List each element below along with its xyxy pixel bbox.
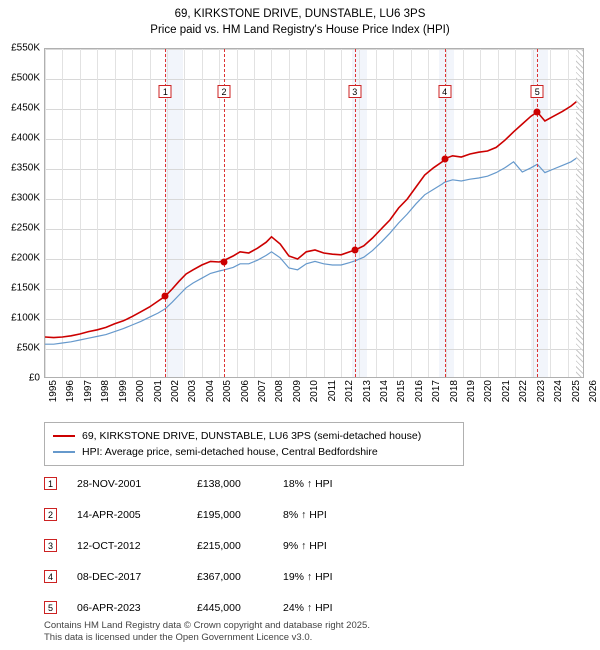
- x-tick-label: 2017: [431, 380, 443, 403]
- chart-legend: [44, 422, 464, 466]
- table-row: [44, 468, 574, 499]
- row-date: 28-NOV-2001: [77, 477, 142, 490]
- x-tick-label: 2011: [326, 380, 338, 402]
- row-date: 08-DEC-2017: [77, 570, 142, 583]
- y-tick-label: £350K: [11, 162, 40, 174]
- x-tick-label: 1996: [65, 380, 77, 403]
- row-hpi-delta: 8% ↑ HPI: [283, 508, 327, 521]
- row-price: £215,000: [197, 539, 241, 552]
- x-tick-label: 2013: [361, 380, 373, 403]
- y-tick-label: £500K: [11, 72, 40, 84]
- x-tick-label: 2022: [518, 380, 530, 403]
- x-tick-label: 2016: [413, 380, 425, 403]
- y-tick-label: £250K: [11, 222, 40, 234]
- row-hpi-delta: 9% ↑ HPI: [283, 539, 327, 552]
- legend-label-property: 69, KIRKSTONE DRIVE, DUNSTABLE, LU6 3PS (semi-detached house): [82, 430, 422, 442]
- event-marker-badge[interactable]: 1: [159, 85, 172, 98]
- x-axis-labels: [44, 380, 599, 424]
- series-svg: [45, 49, 584, 378]
- y-tick-label: £450K: [11, 102, 40, 114]
- row-date: 12-OCT-2012: [77, 539, 141, 552]
- y-tick-label: £550K: [11, 42, 40, 54]
- row-index-badge: 5: [44, 601, 57, 614]
- x-tick-label: 2006: [239, 380, 251, 403]
- y-tick-label: £0: [28, 372, 40, 384]
- legend-swatch-property: [53, 435, 75, 437]
- x-tick-label: 2019: [466, 380, 478, 403]
- x-tick-label: 2010: [309, 380, 321, 403]
- x-tick-label: 2004: [204, 380, 216, 403]
- sale-point-marker[interactable]: [441, 155, 448, 162]
- x-tick-label: 1995: [48, 380, 59, 403]
- table-row: [44, 592, 574, 623]
- footer-attribution: [44, 620, 584, 644]
- event-marker-badge[interactable]: 4: [438, 85, 451, 98]
- y-tick-label: £300K: [11, 192, 40, 204]
- x-tick-label: 2020: [483, 380, 495, 403]
- legend-swatch-hpi: [53, 451, 75, 453]
- row-date: 06-APR-2023: [77, 601, 141, 614]
- title-main: 69, KIRKSTONE DRIVE, DUNSTABLE, LU6 3PS: [174, 8, 426, 20]
- table-row: [44, 530, 574, 561]
- event-marker-badge[interactable]: 5: [531, 85, 544, 98]
- legend-item-hpi: [53, 444, 455, 460]
- row-price: £445,000: [197, 601, 241, 614]
- x-tick-label: 2015: [396, 380, 408, 403]
- row-price: £138,000: [197, 477, 241, 490]
- x-tick-label: 2021: [500, 380, 512, 403]
- row-hpi-delta: 18% ↑ HPI: [283, 477, 333, 490]
- x-tick-label: 2008: [274, 380, 286, 403]
- series-line-property: [45, 102, 576, 338]
- x-tick-label: 2025: [570, 380, 582, 403]
- row-hpi-delta: 19% ↑ HPI: [283, 570, 333, 583]
- x-tick-label: 2000: [135, 380, 147, 403]
- x-tick-label: 2012: [344, 380, 356, 403]
- y-tick-label: £200K: [11, 252, 40, 264]
- row-index-badge: 1: [44, 477, 57, 490]
- legend-item-property: [53, 428, 455, 444]
- row-index-badge: 2: [44, 508, 57, 521]
- x-tick-label: 2007: [257, 380, 269, 403]
- x-tick-label: 2005: [222, 380, 234, 403]
- y-axis-labels: [0, 42, 40, 384]
- page-title: [0, 0, 600, 38]
- x-tick-label: 1998: [100, 380, 112, 403]
- chart-area: [0, 40, 600, 403]
- sale-point-marker[interactable]: [534, 109, 541, 116]
- footer-line-1: Contains HM Land Registry data © Crown copyright and database right 2025.: [44, 620, 370, 631]
- row-price: £195,000: [197, 508, 241, 521]
- row-price: £367,000: [197, 570, 241, 583]
- x-tick-label: 2009: [291, 380, 303, 403]
- row-index-badge: 4: [44, 570, 57, 583]
- row-hpi-delta: 24% ↑ HPI: [283, 601, 333, 614]
- x-tick-label: 2026: [588, 380, 599, 403]
- x-tick-label: 2003: [187, 380, 199, 403]
- legend-label-hpi: HPI: Average price, semi-detached house, Central Bedfordshire: [82, 446, 378, 458]
- y-tick-label: £50K: [16, 342, 40, 354]
- y-tick-label: £400K: [11, 132, 40, 144]
- y-tick-label: £150K: [11, 282, 40, 294]
- event-marker-badge[interactable]: 2: [218, 85, 231, 98]
- footer-line-2: This data is licensed under the Open Government Licence v3.0.: [44, 632, 313, 643]
- row-index-badge: 3: [44, 539, 57, 552]
- plot-region: [44, 48, 584, 378]
- x-tick-label: 2002: [169, 380, 181, 403]
- table-row: [44, 499, 574, 530]
- transactions-table: [44, 468, 574, 623]
- sale-point-marker[interactable]: [162, 293, 169, 300]
- x-tick-label: 1997: [82, 380, 94, 403]
- x-tick-label: 2024: [553, 380, 565, 403]
- y-tick-label: £100K: [11, 312, 40, 324]
- sale-point-marker[interactable]: [221, 259, 228, 266]
- x-tick-label: 2014: [378, 380, 390, 403]
- x-tick-label: 2018: [448, 380, 460, 403]
- x-tick-label: 2023: [535, 380, 547, 403]
- x-tick-label: 1999: [117, 380, 129, 403]
- sale-point-marker[interactable]: [351, 247, 358, 254]
- table-row: [44, 561, 574, 592]
- title-sub: Price paid vs. HM Land Registry's House Price Index (HPI): [150, 24, 450, 36]
- event-marker-badge[interactable]: 3: [348, 85, 361, 98]
- row-date: 14-APR-2005: [77, 508, 141, 521]
- x-tick-label: 2001: [152, 380, 164, 403]
